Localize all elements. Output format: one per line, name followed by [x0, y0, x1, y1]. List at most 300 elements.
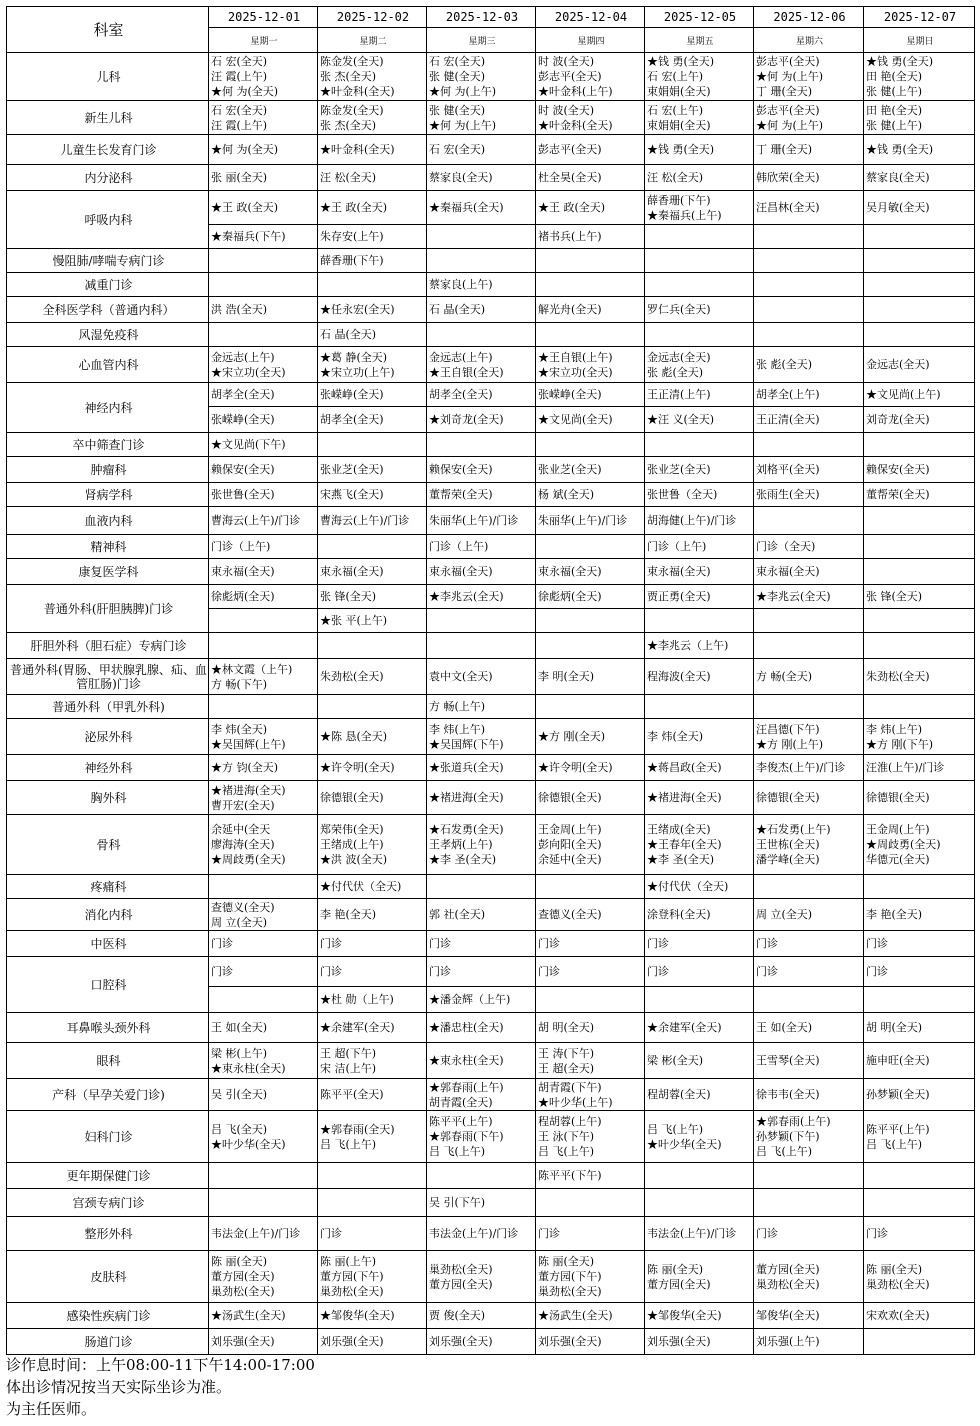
schedule-cell — [864, 347, 975, 383]
doctor-entry: 朱劲松(全天) — [866, 670, 930, 683]
doctor-entry: 董方园(全天) — [647, 1277, 711, 1291]
doctor-entry: 胡孝全(全天) — [429, 388, 493, 401]
doctor-entry: 朱劲松(全天) — [320, 670, 384, 683]
schedule-cell — [318, 1329, 427, 1355]
schedule-cell — [536, 1303, 645, 1329]
schedule-row — [7, 507, 975, 535]
doctor-entry: 徐彪炳(全天) — [538, 590, 602, 603]
schedule-cell — [209, 957, 318, 987]
schedule-cell — [318, 1013, 427, 1043]
schedule-cell — [754, 1079, 864, 1111]
doctor-entry: 王孝炳(上午) — [429, 838, 493, 851]
schedule-cell — [427, 483, 536, 507]
schedule-cell — [864, 1043, 975, 1079]
schedule-cell — [536, 507, 645, 535]
doctor-entry: ★文见尚(全天) — [538, 413, 613, 426]
schedule-cell — [754, 719, 864, 755]
doctor-entry: 贾 俊(全天) — [429, 1309, 486, 1322]
department-name: 儿童生长发育门诊 — [7, 135, 209, 165]
doctor-entry: 张 健(上午) — [866, 85, 923, 98]
weekday-header-cell: 星期二 — [318, 28, 427, 53]
schedule-cell — [645, 383, 754, 407]
schedule-cell — [645, 987, 754, 1013]
schedule-cell — [536, 225, 645, 249]
doctor-entry: ★叶金科(上午) — [538, 85, 613, 98]
doctor-entry: 方 畅(上午) — [429, 700, 486, 713]
schedule-cell — [754, 323, 864, 347]
schedule-cell — [864, 457, 975, 483]
doctor-entry: 董方园(下午) — [320, 1270, 384, 1283]
department-name: 呼吸内科 — [7, 191, 209, 249]
schedule-cell — [645, 957, 754, 987]
schedule-cell — [645, 755, 754, 781]
doctor-entry: 陈金发(全天) — [320, 103, 384, 117]
doctor-entry: 曹海云(上午)/门诊 — [211, 514, 301, 527]
schedule-cell — [645, 1013, 754, 1043]
doctor-entry: 石 宏(上午) — [647, 103, 704, 117]
doctor-entry: 门诊 — [429, 965, 451, 978]
doctor-entry: 彭志平(全天) — [756, 55, 820, 68]
schedule-cell — [864, 191, 975, 225]
schedule-cell — [645, 165, 754, 191]
schedule-cell — [318, 609, 427, 633]
department-name: 肾病学科 — [7, 483, 209, 507]
schedule-cell — [427, 957, 536, 987]
schedule-row — [7, 815, 975, 875]
doctor-entry: 朱存安(上午) — [320, 230, 384, 243]
schedule-cell — [864, 781, 975, 815]
doctor-entry: ★宋立功(全天) — [538, 365, 613, 379]
doctor-entry: 刘乐强(上午) — [756, 1335, 820, 1348]
doctor-entry: 胡孝全(全天) — [211, 388, 275, 401]
schedule-cell — [645, 609, 754, 633]
doctor-entry: ★宋立功(全天) — [211, 365, 286, 379]
doctor-entry: ★褚进海(全天) — [211, 783, 286, 797]
doctor-entry: 王金周(上午) — [866, 823, 930, 836]
doctor-entry: 胡海健(上午)/门诊 — [647, 514, 737, 527]
schedule-cell — [864, 659, 975, 695]
doctor-entry: 金远志(上午) — [429, 350, 493, 364]
schedule-row — [7, 957, 975, 987]
schedule-cell — [536, 719, 645, 755]
schedule-cell — [754, 1189, 864, 1217]
doctor-entry: 石 晶(全天) — [320, 328, 377, 341]
department-name: 感染性疾病门诊 — [7, 1303, 209, 1329]
schedule-cell — [318, 1111, 427, 1163]
schedule-row — [7, 383, 975, 407]
department-name: 全科医学科（普通内科） — [7, 297, 209, 323]
schedule-cell — [536, 899, 645, 931]
doctor-entry: 涂登科(全天) — [647, 908, 711, 921]
doctor-entry: 宋 洁(上午) — [320, 1061, 377, 1075]
department-name: 宫颈专病门诊 — [7, 1189, 209, 1217]
doctor-entry: 门诊 — [538, 937, 560, 950]
doctor-entry: 吕 飞(上午) — [866, 1137, 923, 1151]
schedule-cell — [427, 1111, 536, 1163]
schedule-cell — [754, 585, 864, 609]
date-header-cell: 2025-12-03 — [427, 7, 536, 28]
schedule-cell — [318, 781, 427, 815]
schedule-cell — [209, 323, 318, 347]
doctor-entry: ★钱 勇(全天) — [866, 143, 934, 156]
doctor-entry: 门诊 — [866, 1227, 888, 1240]
schedule-cell — [536, 585, 645, 609]
department-name: 慢阻肺/哮喘专病门诊 — [7, 249, 209, 273]
schedule-cell — [864, 1217, 975, 1251]
schedule-cell — [645, 1303, 754, 1329]
doctor-entry: ★余建军(全天) — [320, 1021, 395, 1034]
department-name: 新生儿科 — [7, 101, 209, 135]
doctor-entry: 门诊（上午) — [647, 540, 707, 553]
doctor-entry: 吕 飞(上午) — [320, 1137, 377, 1151]
schedule-row — [7, 1111, 975, 1163]
schedule-cell — [318, 191, 427, 225]
department-name: 眼科 — [7, 1043, 209, 1079]
doctor-entry: 陈平平(上午) — [429, 1115, 493, 1128]
doctor-entry: ★王自银(上午) — [538, 350, 613, 364]
schedule-cell — [754, 535, 864, 559]
schedule-cell — [209, 165, 318, 191]
schedule-cell — [754, 225, 864, 249]
schedule-cell — [427, 781, 536, 815]
doctor-entry: ★褚进海(全天) — [429, 791, 504, 804]
doctor-entry: 周 立(全天) — [211, 915, 268, 929]
department-name: 普通外科(胃肠、甲状腺乳腺、疝、血管肛肠)门诊 — [7, 659, 209, 695]
doctor-entry: 郭 社(全天) — [429, 908, 486, 921]
department-name: 减重门诊 — [7, 273, 209, 297]
schedule-cell — [754, 559, 864, 585]
doctor-entry: 门诊（上午) — [211, 540, 271, 553]
schedule-cell — [754, 1251, 864, 1303]
schedule-cell — [864, 53, 975, 101]
doctor-entry: 廖海涛(全天) — [211, 838, 275, 851]
schedule-cell — [536, 1079, 645, 1111]
doctor-entry: 丁 珊(全天) — [756, 85, 813, 98]
schedule-cell — [427, 1217, 536, 1251]
doctor-entry: 张 彪(全天) — [647, 365, 704, 379]
schedule-cell — [318, 755, 427, 781]
schedule-cell — [754, 633, 864, 659]
schedule-cell — [645, 815, 754, 875]
department-name: 疼痛科 — [7, 875, 209, 899]
weekday-header-cell: 星期一 — [209, 28, 318, 53]
doctor-entry: 余延中(全天) — [538, 853, 602, 866]
schedule-cell — [318, 1043, 427, 1079]
schedule-cell — [645, 135, 754, 165]
department-name: 皮肤科 — [7, 1251, 209, 1303]
schedule-cell — [209, 1111, 318, 1163]
schedule-cell — [209, 135, 318, 165]
schedule-cell — [427, 165, 536, 191]
schedule-cell — [645, 457, 754, 483]
schedule-cell — [427, 1251, 536, 1303]
doctor-entry: ★文见尚(上午) — [866, 388, 941, 401]
department-name: 肠道门诊 — [7, 1329, 209, 1355]
doctor-entry: 李 炜(全天) — [647, 730, 704, 743]
department-name: 泌尿外科 — [7, 719, 209, 755]
schedule-cell — [754, 957, 864, 987]
department-name: 心血管内科 — [7, 347, 209, 383]
doctor-entry: 吕 飞(上午) — [538, 1145, 595, 1158]
schedule-cell — [318, 899, 427, 931]
schedule-cell — [536, 53, 645, 101]
department-name: 产科（早孕关爱门诊) — [7, 1079, 209, 1111]
schedule-cell — [645, 659, 754, 695]
doctor-entry: 褚书兵(上午) — [538, 230, 602, 243]
schedule-cell — [209, 383, 318, 407]
schedule-row — [7, 633, 975, 659]
doctor-entry: 陈 丽(全天) — [647, 1262, 704, 1276]
doctor-entry: ★邹俊华(全天) — [647, 1309, 722, 1322]
schedule-row — [7, 1303, 975, 1329]
schedule-table — [6, 6, 975, 1355]
doctor-entry: 薛香珊(下午) — [647, 193, 711, 207]
schedule-cell — [427, 875, 536, 899]
schedule-cell — [645, 53, 754, 101]
schedule-cell — [536, 1189, 645, 1217]
doctor-entry: 门诊 — [756, 1227, 778, 1240]
schedule-cell — [645, 1189, 754, 1217]
doctor-entry: 徐德银(全天) — [866, 791, 930, 804]
schedule-cell — [754, 899, 864, 931]
schedule-row — [7, 781, 975, 815]
schedule-cell — [427, 987, 536, 1013]
doctor-entry: ★郭春雨(上午) — [429, 1080, 504, 1094]
doctor-entry: ★王 政(全天) — [538, 201, 606, 214]
schedule-cell — [318, 695, 427, 719]
schedule-cell — [754, 407, 864, 433]
schedule-row — [7, 695, 975, 719]
department-name: 血液内科 — [7, 507, 209, 535]
doctor-entry: 陈 丽(全天) — [538, 1255, 595, 1268]
doctor-entry: 张世鲁（全天) — [647, 488, 718, 501]
schedule-row — [7, 1251, 975, 1303]
doctor-entry: 梁 彬(上午) — [211, 1046, 268, 1060]
doctor-entry: 方 畅(全天) — [756, 670, 813, 683]
doctor-entry: ★钱 勇(全天) — [647, 143, 715, 156]
schedule-cell — [427, 535, 536, 559]
doctor-entry: 刘乐强(全天) — [538, 1335, 602, 1348]
doctor-entry: ★钱 勇(全天) — [647, 55, 715, 68]
schedule-cell — [864, 585, 975, 609]
doctor-entry: 胡青霞(下午) — [538, 1080, 602, 1094]
schedule-cell — [754, 875, 864, 899]
schedule-cell — [318, 659, 427, 695]
doctor-entry: 汪昌林(全天) — [756, 201, 820, 214]
doctor-entry: 束永福(全天) — [211, 565, 275, 578]
doctor-entry: 吴 引(全天) — [211, 1088, 268, 1101]
schedule-cell — [427, 585, 536, 609]
schedule-cell — [864, 1303, 975, 1329]
doctor-entry: 门诊 — [866, 965, 888, 978]
schedule-row — [7, 297, 975, 323]
schedule-cell — [645, 719, 754, 755]
doctor-entry: 杨 斌(全天) — [538, 488, 595, 501]
schedule-cell — [209, 297, 318, 323]
schedule-cell — [427, 347, 536, 383]
schedule-cell — [427, 899, 536, 931]
schedule-cell — [864, 383, 975, 407]
doctor-entry: 门诊（上午) — [429, 540, 489, 553]
schedule-cell — [536, 633, 645, 659]
schedule-cell — [645, 191, 754, 225]
schedule-cell — [754, 101, 864, 135]
schedule-cell — [427, 191, 536, 225]
doctor-entry: 郑荣伟(全天) — [320, 823, 384, 836]
schedule-cell — [536, 273, 645, 297]
schedule-cell — [754, 165, 864, 191]
doctor-entry: ★郭春雨(下午) — [429, 1130, 504, 1143]
schedule-cell — [318, 507, 427, 535]
doctor-entry: 宋燕飞(全天) — [320, 488, 384, 501]
schedule-cell — [754, 695, 864, 719]
schedule-cell — [209, 483, 318, 507]
schedule-cell — [427, 383, 536, 407]
department-name: 中医科 — [7, 931, 209, 957]
schedule-cell — [209, 931, 318, 957]
schedule-cell — [754, 1111, 864, 1163]
schedule-row — [7, 1329, 975, 1355]
schedule-cell — [209, 249, 318, 273]
department-name: 儿科 — [7, 53, 209, 101]
doctor-entry: 陈 丽(上午) — [320, 1255, 377, 1268]
schedule-cell — [645, 1111, 754, 1163]
doctor-entry: 巢劲松(全天) — [756, 1277, 820, 1291]
schedule-cell — [864, 1329, 975, 1355]
schedule-cell — [754, 433, 864, 457]
schedule-cell — [209, 1251, 318, 1303]
doctor-entry: 徐韦韦(全天) — [756, 1088, 820, 1101]
schedule-cell — [536, 755, 645, 781]
doctor-entry: ★潘金辉（上午) — [429, 993, 511, 1006]
schedule-cell — [754, 1043, 864, 1079]
doctor-entry: 刘格平(全天) — [756, 463, 820, 476]
schedule-cell — [536, 659, 645, 695]
doctor-entry: ★吴国辉(下午) — [429, 737, 504, 751]
schedule-row — [7, 135, 975, 165]
schedule-cell — [864, 719, 975, 755]
footer-star-note: 为主任医师。 — [6, 1400, 97, 1418]
schedule-cell — [536, 433, 645, 457]
doctor-entry: ★何 为(上午) — [756, 70, 824, 83]
schedule-cell — [209, 559, 318, 585]
schedule-cell — [427, 659, 536, 695]
schedule-cell — [864, 755, 975, 781]
schedule-cell — [318, 633, 427, 659]
doctor-entry: 门诊 — [320, 937, 342, 950]
schedule-cell — [864, 1163, 975, 1189]
schedule-cell — [645, 535, 754, 559]
department-name: 风湿免疫科 — [7, 323, 209, 347]
doctor-entry: 王 涛(下午) — [538, 1046, 595, 1060]
doctor-entry: 门诊 — [538, 1227, 560, 1240]
schedule-cell — [754, 1163, 864, 1189]
doctor-entry: 金远志(上午) — [211, 350, 275, 364]
doctor-entry: 丁 珊(全天) — [756, 143, 813, 156]
schedule-cell — [645, 1163, 754, 1189]
schedule-cell — [318, 931, 427, 957]
schedule-cell — [754, 931, 864, 957]
schedule-cell — [645, 347, 754, 383]
doctor-entry: 梁 彬(全天) — [647, 1054, 704, 1067]
doctor-entry: ★付代伏（全天) — [320, 880, 402, 893]
schedule-cell — [536, 695, 645, 719]
schedule-cell — [427, 323, 536, 347]
schedule-cell — [864, 507, 975, 535]
doctor-entry: ★何 为(上午) — [429, 85, 497, 98]
doctor-entry: ★褚进海(全天) — [647, 791, 722, 804]
schedule-cell — [864, 815, 975, 875]
doctor-entry: 陈 丽(全天) — [866, 1262, 923, 1276]
doctor-entry: 李 艳(全天) — [866, 908, 923, 921]
department-name: 耳鼻喉头颈外科 — [7, 1013, 209, 1043]
schedule-cell — [536, 457, 645, 483]
schedule-cell — [209, 609, 318, 633]
schedule-cell — [536, 957, 645, 987]
schedule-row — [7, 165, 975, 191]
schedule-cell — [864, 987, 975, 1013]
doctor-entry: ★周歧勇(全天) — [866, 838, 941, 851]
schedule-cell — [427, 407, 536, 433]
doctor-entry: ★王自银(全天) — [429, 365, 504, 379]
date-header-cell: 2025-12-01 — [209, 7, 318, 28]
schedule-cell — [754, 507, 864, 535]
doctor-entry: 吕 飞(上午) — [429, 1145, 486, 1158]
schedule-row — [7, 483, 975, 507]
doctor-entry: 宋欢欢(全天) — [866, 1309, 930, 1322]
schedule-cell — [209, 815, 318, 875]
doctor-entry: 董方园(下午) — [538, 1270, 602, 1283]
schedule-cell — [318, 957, 427, 987]
schedule-cell — [536, 609, 645, 633]
doctor-entry: 王 超(下午) — [320, 1046, 377, 1060]
schedule-row — [7, 931, 975, 957]
doctor-entry: 王世栋(全天) — [756, 838, 820, 851]
doctor-entry: ★潘忠柱(全天) — [429, 1021, 504, 1034]
doctor-entry: 袁中文(全天) — [429, 670, 493, 683]
schedule-row — [7, 191, 975, 225]
doctor-entry: ★秦福兵(上午) — [647, 208, 722, 222]
doctor-entry: 汪 松(全天) — [647, 171, 704, 184]
schedule-cell — [645, 1079, 754, 1111]
doctor-entry: 潘学峰(全天) — [756, 853, 820, 866]
doctor-entry: ★许令明(全天) — [538, 761, 613, 774]
doctor-entry: 张 丽(全天) — [211, 171, 268, 184]
department-name: 更年期保健门诊 — [7, 1163, 209, 1189]
schedule-cell — [645, 695, 754, 719]
schedule-cell — [754, 609, 864, 633]
schedule-cell — [645, 323, 754, 347]
schedule-cell — [318, 1303, 427, 1329]
doctor-entry: 赖保安(全天) — [429, 463, 493, 476]
doctor-entry: ★方 刚(全天) — [538, 730, 606, 743]
doctor-entry: 王 如(全天) — [756, 1021, 813, 1034]
doctor-entry: 石 宏(全天) — [211, 103, 268, 117]
schedule-cell — [427, 609, 536, 633]
schedule-cell — [864, 931, 975, 957]
doctor-entry: ★蒋昌政(全天) — [647, 761, 722, 774]
schedule-cell — [536, 1013, 645, 1043]
doctor-entry: 汪 霞(上午) — [211, 118, 268, 132]
doctor-entry: 徐德银(全天) — [538, 791, 602, 804]
schedule-cell — [209, 507, 318, 535]
schedule-row — [7, 101, 975, 135]
schedule-cell — [318, 101, 427, 135]
doctor-entry: ★叶少华(全天) — [211, 1137, 286, 1151]
doctor-entry: 王 超(全天) — [538, 1061, 595, 1075]
doctor-entry: 董方园(全天) — [429, 1277, 493, 1291]
schedule-cell — [645, 585, 754, 609]
